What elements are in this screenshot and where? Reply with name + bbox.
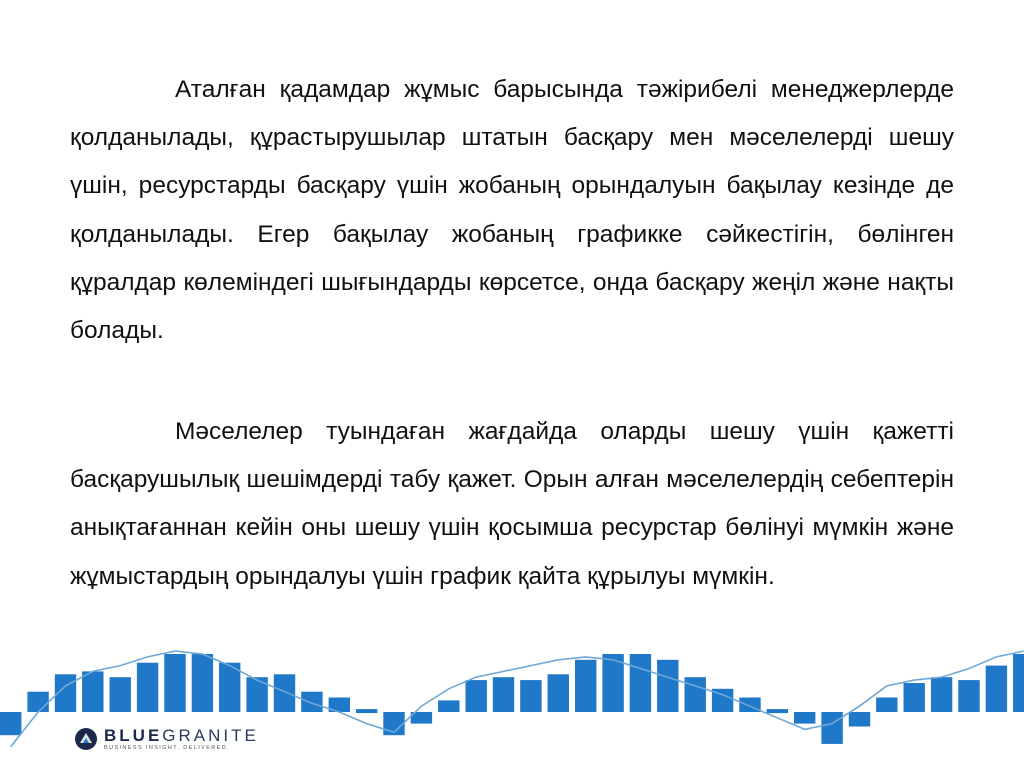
decor-bar xyxy=(192,654,213,712)
decor-bar xyxy=(904,683,925,712)
decor-bar xyxy=(958,680,979,712)
decor-bar xyxy=(849,712,870,727)
logo-tagline: BUSINESS INSIGHT. DELIVERED. xyxy=(104,744,230,751)
paragraph-2: Мәселелер туындаған жағдайда оларды шешу үшін қажетті басқарушылық шешімдерді табу қажет. Орын алған мәселелердің себептерін анықтағаннан кейін оны шешу үшін қосымша ресурстар бөлінуі мүмкін және жұмыстардың орындалуы үшін график қайта құрылуы мүмкін. xyxy=(70,418,954,590)
decor-bar xyxy=(274,674,295,712)
decor-bar xyxy=(986,666,1007,712)
decor-bar xyxy=(575,660,596,712)
decor-bar xyxy=(931,677,952,712)
decor-bar xyxy=(82,671,103,712)
decor-bar xyxy=(767,709,788,713)
decor-bar xyxy=(466,680,487,712)
decor-bar xyxy=(1013,654,1024,712)
logo-name: BLUEGRANITE xyxy=(104,725,259,745)
bluegranite-logo xyxy=(74,724,259,754)
decor-bar xyxy=(685,677,706,712)
decor-bar xyxy=(438,700,459,712)
decor-bar xyxy=(821,712,842,744)
decor-bar xyxy=(794,712,815,724)
decor-bar xyxy=(520,680,541,712)
decor-bar xyxy=(356,709,377,713)
decor-bar xyxy=(27,692,48,712)
decor-bar xyxy=(493,677,514,712)
decor-bar xyxy=(548,674,569,712)
decor-bar xyxy=(0,712,21,735)
decor-bar xyxy=(657,660,678,712)
decor-bar xyxy=(110,677,131,712)
decor-bar xyxy=(137,663,158,712)
decor-bar xyxy=(164,654,185,712)
decor-bar xyxy=(876,698,897,713)
decor-bar xyxy=(630,654,651,712)
logo-mark-icon xyxy=(74,727,98,751)
paragraph-1: Аталған қадамдар жұмыс барысында тәжірибелі менеджерлерде қолданылады, құрастырушылар штатын басқару мен мәселелерді шешу үшін, ресурстарды басқару үшін жобаның орындалуын бақылау кезінде де қолданылады. Егер бақылау жобаның графикке сәйкестігін, бөлінген құралдар көлеміндегі шығындарды көрсетсе, онда басқару жеңіл және нақты болады. xyxy=(70,76,954,345)
decor-bar xyxy=(301,692,322,712)
